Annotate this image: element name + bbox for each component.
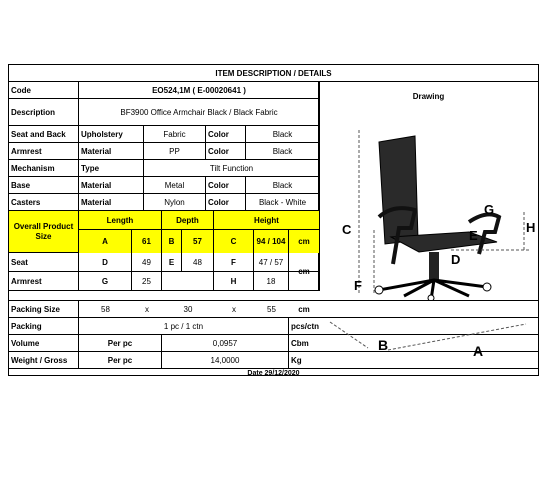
description-value: BF3900 Office Armchair Black / Black Fabric [120,107,278,117]
volume-unit: Cbm [291,338,309,348]
overall-label-line2: Size [35,231,52,241]
overall-header [79,211,319,230]
dim-h-letter: H [214,272,254,290]
seat-unit: cm [289,253,319,291]
date-footer: Date 29/12/2020 [247,369,300,377]
spec-part: Mechanism [9,160,79,176]
armrest-label: Armrest [9,272,79,290]
seat-row [9,253,319,272]
packing-size-row [9,301,538,318]
sheet-title: ITEM DESCRIPTION / DETAILS [215,68,332,78]
chair-drawing [319,82,538,300]
drawing-label: Drawing [412,91,445,101]
spec-color: Black [272,146,293,156]
dim-b-letter: B [162,230,182,253]
packing-label: Packing [9,318,79,334]
dim-a-letter: A [79,230,132,253]
spec-part: Seat and Back [9,126,79,142]
gas-lift-shape [429,252,439,280]
packing-value: 1 pc / 1 ctn [79,318,289,334]
spec-color: Black [272,129,293,139]
spec-color-label: Color [206,126,246,142]
dim-d-letter: D [79,253,132,271]
overall-label-line1: Overall Product [13,221,74,231]
weight-per: Per pc [79,352,162,368]
length-header: Length [79,211,162,229]
packing-size-width: 30 [183,304,193,314]
packing-size-x: x [145,304,149,314]
overall-size-label [9,211,79,252]
overall-size-block [9,211,319,253]
dim-h-letter-drawing: H [526,220,536,235]
volume-label: Volume [9,335,79,351]
spec-row [9,143,319,160]
weight-value: 14,0000 [162,352,289,368]
height-header: Height [254,215,279,225]
spec-part: Base [9,177,79,193]
code-value: EO524,1M ( E-00020641 ) [152,85,246,95]
weight-unit: Kg [291,355,302,365]
spec-attr-value: Fabric [144,126,206,142]
dim-a-letter-drawing: A [473,343,484,359]
empty-cell [162,272,214,290]
dim-g-value: 25 [132,272,162,290]
drawing-panel [319,82,538,300]
spec-color-label: Color [206,194,246,210]
dim-e-letter: E [162,253,182,271]
spec-color: Black [272,180,293,190]
spec-attr: Material [79,177,144,193]
spec-attr: Material [79,143,144,159]
spec-color-label: Color [206,143,246,159]
dim-c-letter-drawing: C [342,222,352,237]
dim-b-letter-drawing: B [378,337,389,353]
packing-unit: pcs/ctn [291,321,320,331]
floor-dimensions [318,320,538,360]
packing-size-label: Packing Size [9,301,79,317]
spec-row [9,177,319,194]
overall-values [79,230,319,253]
packing-size-unit: cm [298,304,310,314]
dim-c-value: 94 / 104 [254,230,289,253]
spec-attr-value: PP [144,143,206,159]
depth-header: Depth [162,211,214,229]
dim-e-letter-drawing: E [469,228,478,243]
dim-d-letter-drawing: D [451,252,461,267]
spec-color: Black - White [258,197,307,207]
dim-e-value: 48 [182,253,214,271]
packing-size-x: x [232,304,236,314]
dim-c-letter: C [214,230,254,253]
dim-a-value: 61 [132,230,162,253]
caster-shape [483,283,491,291]
drawing-divider [319,82,320,291]
spec-attr-value: Metal [144,177,206,193]
caster-shape [428,295,434,300]
dim-f-letter-drawing: F [354,278,362,293]
volume-per: Per pc [79,335,162,351]
spec-part: Casters [9,194,79,210]
spec-part: Armrest [9,143,79,159]
spec-color-label: Color [206,177,246,193]
spec-row [9,160,319,177]
packing-size-length: 58 [101,304,110,314]
description-row [9,99,319,126]
spec-row [9,194,319,211]
dim-b-value: 57 [182,230,214,253]
code-label: Code [9,82,79,98]
dim-d-value: 49 [132,253,162,271]
spec-attr: Material [79,194,144,210]
spec-attr: Type [79,160,144,176]
volume-value: 0,0957 [162,335,289,351]
dim-f-letter: F [214,253,254,271]
spec-attr: Upholstery [79,126,144,142]
caster-shape [375,286,383,294]
packing-size-height: 55 [267,304,276,314]
dim-h-value: 18 [254,272,289,290]
dim-g-letter-drawing: G [484,202,495,217]
spec-attr-value: Tilt Function [209,163,254,173]
description-label: Description [9,99,79,125]
seat-label: Seat [9,253,79,271]
dim-b-line [330,322,368,348]
spec-row [9,126,319,143]
spec-attr-value: Nylon [144,194,206,210]
dim-g-letter: G [79,272,132,290]
title-row [9,65,538,82]
dim-a-line [388,324,526,350]
dim-f-value: 47 / 57 [254,253,289,271]
armrest-row [9,272,319,291]
code-row [9,82,319,99]
overall-unit: cm [298,237,310,246]
weight-label: Weight / Gross [9,352,79,368]
